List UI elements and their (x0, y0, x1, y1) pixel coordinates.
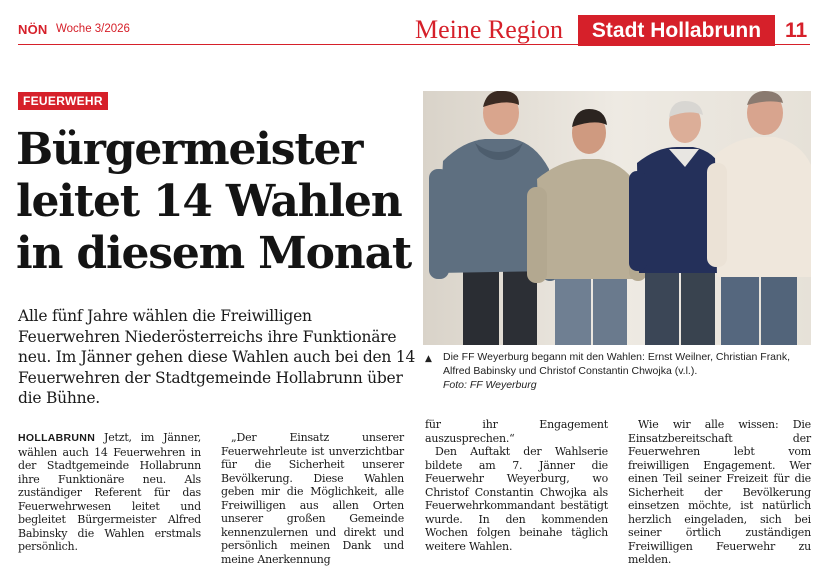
body-column-2 (221, 431, 404, 566)
body-text: für ihr Engagement auszusprechen.“ (425, 418, 608, 445)
body-text: Wie wir alle wissen: Die Einsatzbereitschaft der Feuerwehren lebt vom freiwilligen Engagement. Wer einen Teil seiner Freizeit für die Sicherheit der Bevölkerung einsetzen möchte, ist natürlich herzlich eingeladen, sich bei seiner örtlich zuständigen Freiwilligen Feuerwehr zu melden. (628, 418, 811, 566)
issue-week: Woche 3/2026 (56, 23, 130, 35)
body-text: Jetzt, im Jänner, wählen auch 14 Feuerwehren in der Stadtgemeinde Hollabrunn ihre Funktionäre neu. Als zuständiger Referent für das Feuerwehrwesen leitet und begleitet Bürgermeister Alfred Babinsky die Wahlen erstmals persönlich. (18, 431, 201, 553)
city-badge: Stadt Hollabrunn (578, 15, 775, 46)
article-photo (423, 91, 811, 345)
article-headline: Bürgermeister leitet 14 Wahlen in diesem Monat (16, 124, 412, 279)
kicker-badge: FEUERWEHR (18, 92, 108, 110)
body-column-4 (628, 418, 811, 567)
photo-credit: Foto: FF Weyerburg (443, 379, 537, 391)
body-text: Den Auftakt der Wahlserie bildete am 7. Jänner die Feuerwehr Weyerburg, wo Christof Constantin Chwojka als Feuerwehrkommandant bestätigt wurde. In den kommenden Wochen folgen beinahe täglich weitere Wahlen. (425, 445, 608, 553)
photo-caption: Die FF Weyerburg begann mit den Wahlen: Ernst Weilner, Christian Frank, Alfred Babinsky und Christof Constantin Chwojka (v.l.). (443, 351, 791, 377)
section-title: Meine Region (415, 15, 564, 44)
body-text: „Der Einsatz unserer Feuerwehrleute ist unverzichtbar für die Sicherheit unserer Bevölkerung. Diese Wahlen geben mir die Möglichkeit, alle Freiwilligen aus allen Orten unserer großen Gemeinde kennenzulernen und direkt und persönlich meinen Dank und meine Anerkennung (221, 431, 404, 566)
article-lead: Alle fünf Jahre wählen die Freiwilligen Feuerwehren Niederösterreichs ihre Funktionäre neu. Im Jänner gehen diese Wahlen auch bei den 14 Feuerwehren der Stadtgemeinde Hollabrunn über die Bühne. (18, 307, 416, 408)
dateline: HOLLABRUNN (18, 432, 96, 444)
triangle-icon: ▲ (425, 354, 432, 364)
masthead-brand: NÖN (18, 22, 48, 37)
page-number: 11 (785, 19, 808, 42)
body-column-1 (18, 431, 201, 554)
body-column-3 (425, 418, 608, 553)
header-rule (18, 44, 810, 45)
